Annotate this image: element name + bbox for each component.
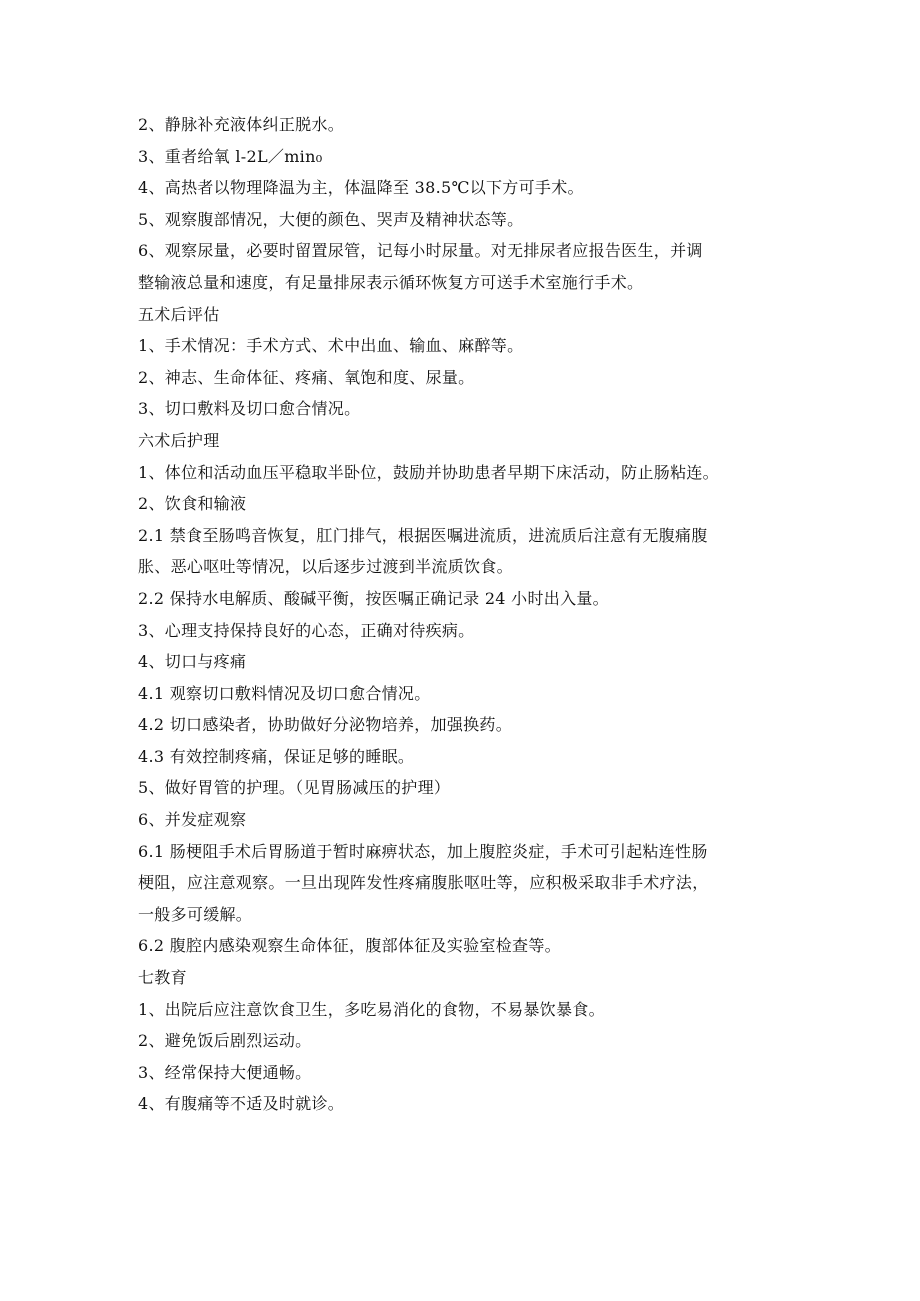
text-line: 4、切口与疼痛 (138, 652, 247, 672)
text-line: 4.1 观察切口敷料情况及切口愈合情况。 (138, 683, 431, 703)
text-line: 1、手术情况：手术方式、术中出血、输血、麻醉等。 (138, 336, 524, 356)
text-line: 一般多可缓解。 (138, 904, 253, 924)
text-line: 4、高热者以物理降温为主，体温降至 38.5℃以下方可手术。 (138, 178, 584, 198)
text-line: 3、经常保持大便通畅。 (138, 1062, 312, 1082)
text-line: 6、并发症观察 (138, 810, 247, 830)
text-line: 2、静脉补充液体纠正脱水。 (138, 115, 345, 134)
section-heading: 七教育 (138, 968, 187, 988)
text-line: 6、观察尿量，必要时留置尿管，记每小时尿量。对无排尿者应报告医生，并调 (138, 241, 703, 261)
text-line: 梗阻，应注意观察。一旦出现阵发性疼痛腹胀呕吐等，应积极采取非手术疗法， (138, 873, 709, 893)
text-line: 2、饮食和输液 (138, 494, 247, 514)
text-line: 胀、恶心呕吐等情况，以后逐步过渡到半流质饮食。 (138, 557, 513, 577)
text-line: 6.2 腹腔内感染观察生命体征，腹部体征及实验室检查等。 (138, 936, 561, 956)
text-line: 整输液总量和速度，有足量排尿表示循环恢复方可送手术室施行手术。 (138, 272, 644, 292)
text-line: 2、神志、生命体征、疼痛、氧饱和度、尿量。 (138, 367, 475, 387)
text-line: 1、体位和活动血压平稳取半卧位，鼓励并协助患者早期下床活动，防止肠粘连。 (138, 462, 719, 482)
text-line: 5、做好胃管的护理。（见胃肠减压的护理） (138, 778, 451, 798)
text-line: 6.1 肠梗阻手术后胃肠道于暂时麻痹状态，加上腹腔炎症，手术可引起粘连性肠 (138, 841, 708, 861)
text-line: 4.2 切口感染者，协助做好分泌物培养，加强换药。 (138, 715, 513, 735)
document-body (138, 109, 808, 1120)
text-line: 5、观察腹部情况，大便的颜色、哭声及精神状态等。 (138, 209, 524, 229)
text-line: 2、避免饭后剧烈运动。 (138, 1031, 312, 1051)
section-heading: 六术后护理 (138, 430, 220, 450)
text-line: 3、重者给氧 l-2L／min₀ (138, 146, 323, 166)
text-line: 2.1 禁食至肠鸣音恢复，肛门排气，根据医嘱进流质，进流质后注意有无腹痛腹 (138, 525, 708, 545)
text-line: 3、切口敷料及切口愈合情况。 (138, 399, 361, 419)
text-line: 2.2 保持水电解质、酸碱平衡，按医嘱正确记录 24 小时出入量。 (138, 588, 609, 608)
text-line: 4、有腹痛等不适及时就诊。 (138, 1094, 345, 1114)
text-line: 4.3 有效控制疼痛，保证足够的睡眠。 (138, 746, 415, 766)
text-line: 3、心理支持保持良好的心态，正确对待疾病。 (138, 620, 475, 640)
text-line: 1、出院后应注意饮食卫生，多吃易消化的食物，不易暴饮暴食。 (138, 999, 605, 1019)
section-heading: 五术后评估 (138, 304, 220, 324)
